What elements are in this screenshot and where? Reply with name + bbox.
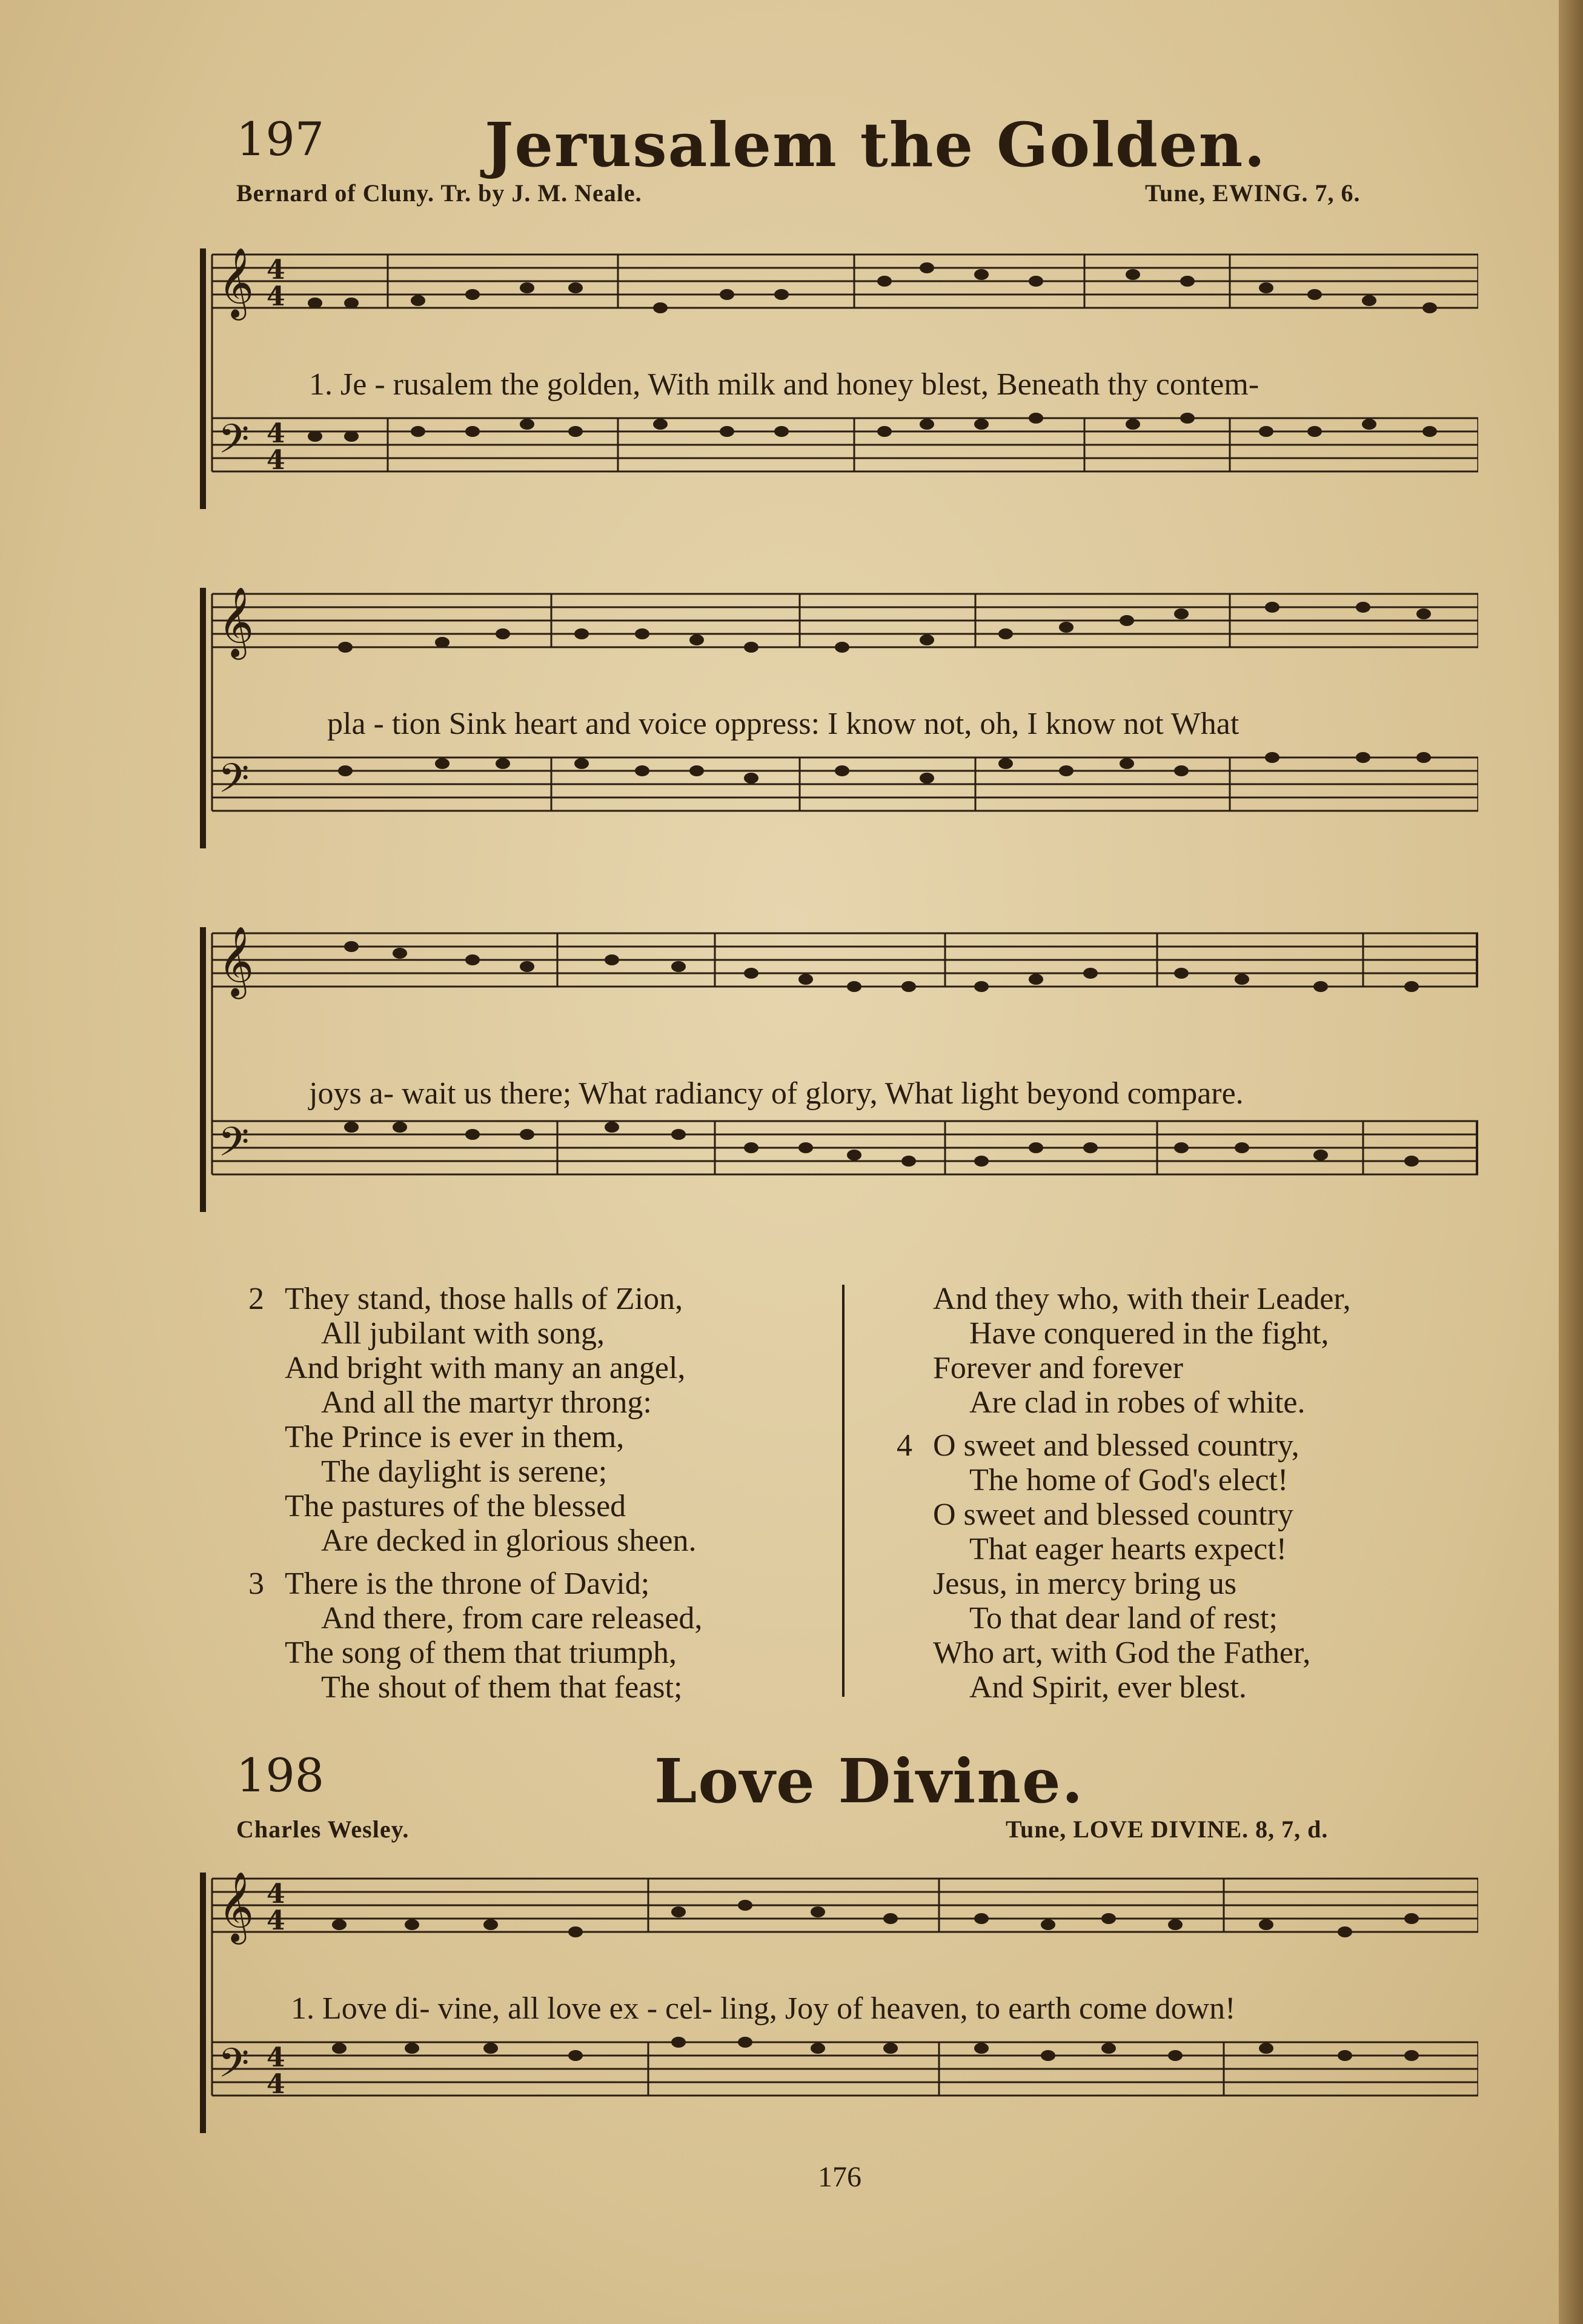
music-system-4 <box>200 1866 1478 2151</box>
verse-line: Are decked in glorious sheen. <box>321 1523 697 1558</box>
page-number: 176 <box>818 2161 861 2193</box>
verse-line: Who art, with God the Father, <box>933 1636 1311 1670</box>
music-system-1 <box>200 242 1478 527</box>
book-spine <box>1559 0 1583 2324</box>
hymn-197-verses-left <box>248 1282 702 1713</box>
verse-line: The pastures of the blessed <box>285 1489 626 1523</box>
hymn-197-lyric-line-3: joys a- wait us there; What radiancy of glory, What light beyond compare. <box>309 1076 1244 1111</box>
verse-line: The daylight is serene; <box>321 1454 608 1489</box>
verse-line: And Spirit, ever blest. <box>969 1670 1247 1705</box>
verse-line: Forever and forever <box>933 1351 1183 1385</box>
svg-text:𝄢: 𝄢 <box>218 416 250 472</box>
verse-2 <box>248 1282 702 1558</box>
hymn-198-tune: Tune, LOVE DIVINE. 8, 7, d. <box>1006 1816 1329 1843</box>
svg-text:4: 4 <box>267 255 285 285</box>
svg-text:4: 4 <box>267 1905 285 1936</box>
hymn-197-tune: Tune, EWING. 7, 6. <box>1145 179 1361 207</box>
verse-3-continued <box>897 1282 1351 1420</box>
hymn-197-lyric-line-1: 1. Je - rusalem the golden, With milk and honey blest, Beneath thy contem- <box>309 367 1259 402</box>
verse-line: Have conquered in the fight, <box>969 1316 1329 1351</box>
svg-text:𝄢: 𝄢 <box>218 2040 250 2096</box>
verse-text: They stand, those halls of Zion, <box>285 1282 683 1316</box>
svg-text:4: 4 <box>267 1879 285 1909</box>
verse-line: The shout of them that feast; <box>321 1670 683 1705</box>
hymn-198-lyric-line-1: 1. Love di- vine, all love ex - cel- ling, Joy of heaven, to earth come down! <box>291 1991 1236 2026</box>
music-system-2 <box>200 582 1478 867</box>
svg-text:4: 4 <box>267 2042 285 2073</box>
svg-text:𝄞: 𝄞 <box>218 586 254 657</box>
hymn-197-number: 197 <box>236 112 325 166</box>
verse-number: 2 <box>248 1282 264 1316</box>
verse-number: 4 <box>897 1428 912 1463</box>
verse-line: O sweet and blessed country <box>933 1497 1293 1532</box>
svg-text:𝄞: 𝄞 <box>218 247 254 318</box>
verse-line: And there, from care released, <box>321 1601 703 1636</box>
svg-text:𝄢: 𝄢 <box>218 1119 250 1175</box>
hymn-198-author: Charles Wesley. <box>236 1816 410 1843</box>
svg-text:4: 4 <box>267 418 285 449</box>
verse-4 <box>897 1428 1351 1705</box>
svg-text:𝄢: 𝄢 <box>218 755 250 811</box>
hymn-197-author: Bernard of Cluny. Tr. by J. M. Neale. <box>236 179 642 207</box>
hymn-197-title: Jerusalem the Golden. <box>485 109 1267 181</box>
hymn-197-verses-right <box>897 1282 1351 1713</box>
verse-text: There is the throne of David; <box>285 1567 650 1601</box>
verse-line: Jesus, in mercy bring us <box>933 1567 1237 1601</box>
verse-line <box>248 1282 702 1316</box>
svg-text:𝄞: 𝄞 <box>218 925 254 996</box>
music-system-3 <box>200 921 1478 1236</box>
verse-line: That eager hearts expect! <box>969 1532 1287 1567</box>
verse-line: And bright with many an angel, <box>285 1351 686 1385</box>
verse-line: And they who, with their Leader, <box>933 1282 1351 1316</box>
verse-line: And all the martyr throng: <box>321 1385 652 1420</box>
hymn-198-title: Love Divine. <box>654 1745 1084 1817</box>
hymn-197-lyric-line-2: pla - tion Sink heart and voice oppress: I know not, oh, I know not What <box>327 707 1240 741</box>
svg-text:4: 4 <box>267 281 285 312</box>
column-divider <box>842 1285 845 1697</box>
verse-number: 3 <box>248 1567 264 1601</box>
svg-text:𝄞: 𝄞 <box>218 1871 254 1942</box>
verse-line: Are clad in robes of white. <box>969 1385 1306 1420</box>
verse-line: All jubilant with song, <box>321 1316 605 1351</box>
verse-line <box>248 1567 702 1601</box>
verse-line <box>897 1428 1351 1463</box>
verse-3 <box>248 1567 702 1705</box>
verse-text: O sweet and blessed country, <box>933 1428 1299 1463</box>
verse-line: The Prince is ever in them, <box>285 1420 625 1454</box>
svg-text:4: 4 <box>267 445 285 476</box>
verse-line: To that dear land of rest; <box>969 1601 1278 1636</box>
hymn-198-number: 198 <box>236 1748 325 1802</box>
svg-text:4: 4 <box>267 2069 285 2100</box>
verse-line: The home of God's elect! <box>969 1463 1289 1497</box>
verse-line: The song of them that triumph, <box>285 1636 677 1670</box>
